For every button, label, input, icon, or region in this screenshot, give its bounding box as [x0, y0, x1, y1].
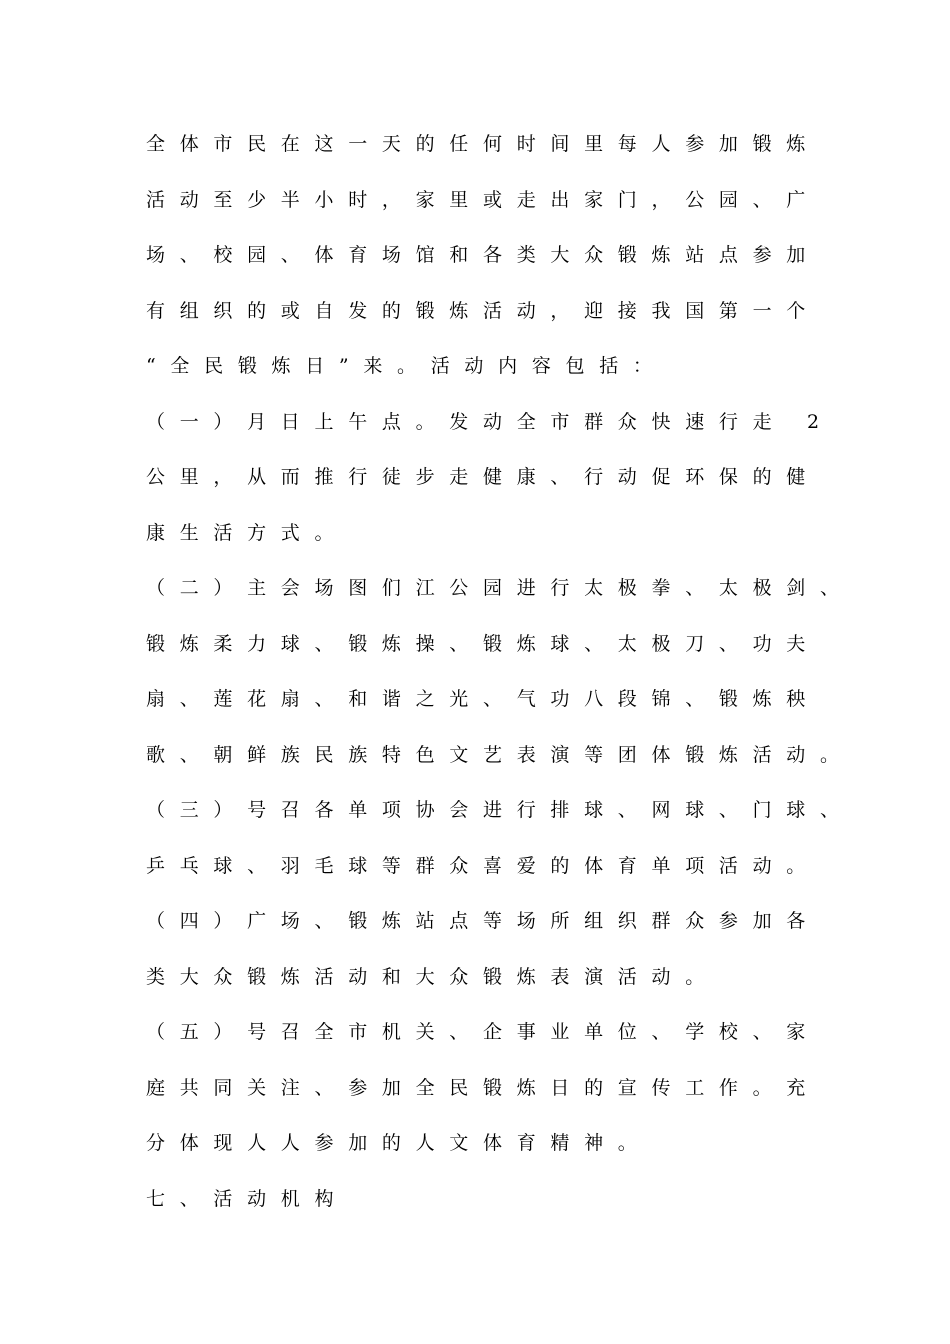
text-line: （三）号召各单项协会进行排球、网球、门球、 [146, 799, 854, 821]
text-line: （一）月日上午点。发动全市群众快速行走 2 [146, 410, 834, 433]
text-line: 锻炼柔力球、锻炼操、锻炼球、太极刀、功夫 [146, 632, 821, 655]
text-line: （五）号召全市机关、企事业单位、学校、家 [146, 1021, 821, 1043]
text-line: 有组织的或自发的锻炼活动，迎接我国第一个 [146, 299, 821, 322]
text-line: 乒乓球、羽毛球等群众喜爱的体育单项活动。 [146, 854, 821, 877]
text-line: 公里，从而推行徒步走健康、行动促环保的健 [146, 466, 821, 488]
text-line: （四）广场、锻炼站点等场所组织群众参加各 [146, 910, 821, 932]
text-line: 全体市民在这一天的任何时间里每人参加锻炼 [146, 133, 821, 155]
text-line: 分体现人人参加的人文体育精神。 [146, 1132, 652, 1154]
text-line: 场、校园、体育场馆和各类大众锻炼站点参加 [146, 244, 821, 266]
text-line: 歌、朝鲜族民族特色文艺表演等团体锻炼活动。 [146, 743, 854, 766]
text-line: 类大众锻炼活动和大众锻炼表演活动。 [146, 965, 719, 988]
text-line: （二）主会场图们江公园进行太极拳、太极剑、 [146, 577, 854, 599]
body-text [146, 122, 854, 1232]
text-line: 活动至少半小时，家里或走出家门，公园、广 [146, 188, 821, 211]
text-line: 康生活方式。 [146, 521, 349, 544]
text-line: 扇、莲花扇、和谐之光、气功八段锦、锻炼秧 [146, 688, 821, 710]
section-heading: 七、活动机构 [146, 1187, 349, 1210]
text-line: 庭共同关注、参加全民锻炼日的宣传工作。充 [146, 1076, 821, 1099]
text-line: “全民锻炼日”来。活动内容包括： [146, 355, 667, 377]
